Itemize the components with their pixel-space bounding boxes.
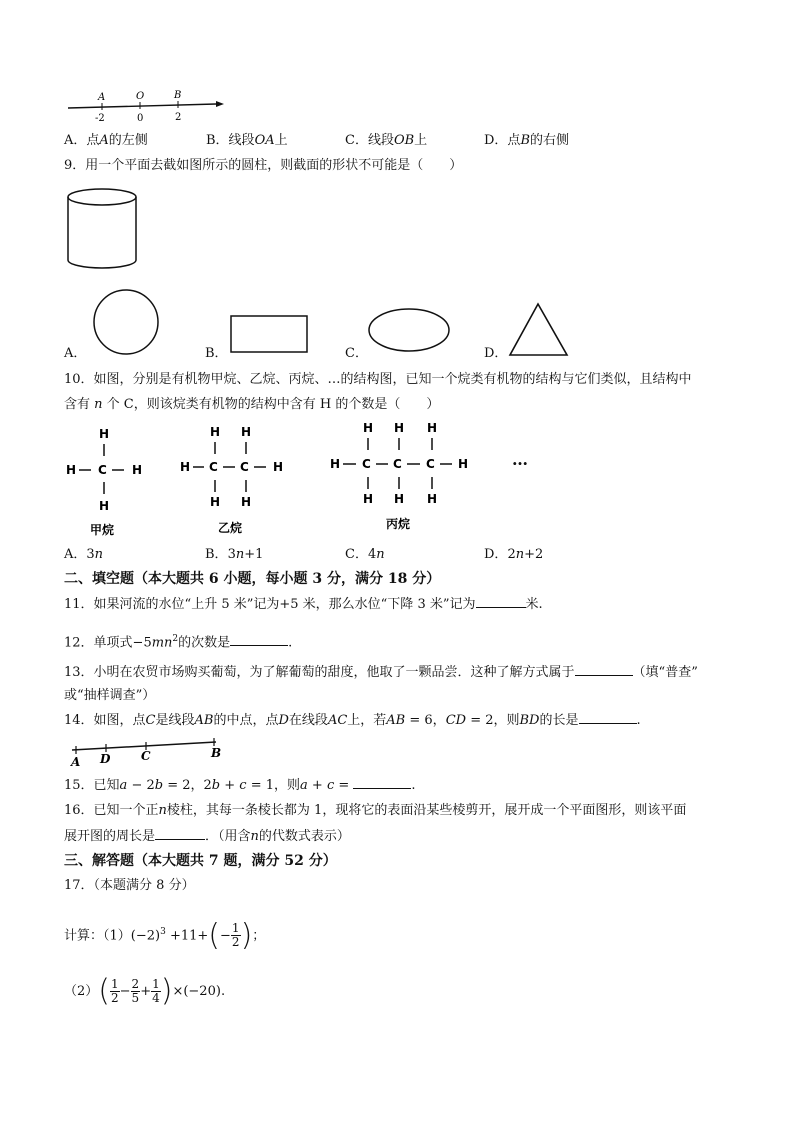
q10-option-b: B．3n+1 [205,547,264,562]
svg-text:H: H [394,492,405,506]
answer-blank[interactable] [230,633,288,646]
q8-option-c: C．线段OB上 [345,133,428,148]
q9-text: 9．用一个平面去截如图所示的圆柱，则截面的形状不可能是（ ） [64,158,463,173]
svg-text:H: H [99,427,110,441]
ethane-name: 乙烷 [218,521,243,535]
svg-text:C: C [98,463,107,477]
q10-option-d: D．2n+2 [484,547,544,562]
svg-text:H: H [99,499,110,513]
q16-text-line2: 展开图的周长是 ．（用含n的代数式表示） [64,829,350,844]
q17-title: 17．（本题满分 8 分） [64,878,195,893]
tick-label: -2 [95,113,105,124]
svg-text:H: H [458,457,469,471]
tick-label: 0 [137,113,144,124]
ethane-structure [176,420,296,540]
q10-text-line1: 10．如图，分别是有机物甲烷、乙烷、丙烷、…的结构图，已知一个烷类有机物的结构与它们类似，且结构中 [64,372,692,387]
q11-text: 11．如果河流的水位“上升 5 米”记为+5 米，那么水位“下降 3 米”记为 米. [64,597,543,612]
q14-text: 14．如图，点C是线段AB的中点，点D在线段AC上，若AB = 6，CD = 2，则BD的长是 . [64,713,641,728]
svg-text:B: B [211,746,222,760]
q9-option-b-label: B． [205,346,228,361]
svg-text:C: C [362,457,371,471]
svg-text:C: C [240,460,249,474]
q9-option-d-label: D． [484,346,508,361]
q13-text-line2: 或“抽样调查”） [64,688,156,703]
svg-text:C: C [426,457,435,471]
triangle-shape-icon [505,300,571,358]
section-2-title: 二、填空题（本大题共 6 小题，每小题 3 分，满分 18 分） [64,571,441,587]
svg-text:H: H [132,463,143,477]
ellipsis: … [512,450,528,469]
svg-text:C: C [209,460,218,474]
q10-option-c: C．4n [345,547,385,562]
q8-option-b: B．线段OA上 [206,133,288,148]
svg-text:H: H [427,421,438,435]
number-line-figure [60,88,230,124]
svg-text:H: H [210,495,221,509]
propane-structure [326,416,482,536]
svg-text:H: H [330,457,341,471]
q10-option-a: A．3n [64,547,104,562]
svg-text:H: H [394,421,405,435]
svg-text:A: A [71,755,81,768]
answer-blank[interactable] [155,827,205,840]
answer-blank[interactable] [476,595,526,608]
q8-option-d: D．点B的右侧 [484,133,570,148]
svg-text:H: H [273,460,284,474]
segment-figure [66,736,232,768]
svg-text:H: H [363,492,374,506]
point-o-label: O [136,91,145,102]
svg-text:H: H [66,463,77,477]
rectangle-shape-icon [228,313,310,355]
q12-text: 12．单项式$-5mn^2$的次数是 . [64,634,293,651]
circle-shape-icon [90,288,162,358]
answer-blank[interactable] [353,776,411,789]
methane-name: 甲烷 [90,523,115,537]
answer-blank[interactable] [575,663,633,676]
svg-text:D: D [100,752,111,766]
q17-part2: （2）( $\frac{1}{2}$ − $\frac{2}{5}$ + $\frac{1}{4}$ )×(−20). [64,973,226,1009]
svg-text:H: H [427,492,438,506]
q8-option-a: A．点A的左侧 [64,133,148,148]
q15-text: 15．已知a − 2b = 2，2b + c = 1，则a + c = . [64,778,416,793]
point-a-label: A [98,92,106,103]
svg-text:C: C [141,749,151,763]
ellipse-shape-icon [366,306,452,354]
q9-option-c-label: C． [345,346,368,361]
q16-text: 16．已知一个正n棱柱，其每一条棱长都为 1，现将它的表面沿某些棱剪开，展开成一个平面图形，则该平面 [64,803,687,818]
svg-text:C: C [393,457,402,471]
svg-text:H: H [210,425,221,439]
cylinder-figure [62,186,144,276]
svg-text:H: H [241,495,252,509]
svg-text:H: H [241,425,252,439]
tick-label: 2 [175,112,182,123]
methane-structure [62,424,152,540]
propane-name: 丙烷 [386,517,411,531]
q10-text-line2: 含有 n 个 C，则该烷类有机物的结构中含有 H 的个数是（ ） [64,397,440,412]
section-3-title: 三、解答题（本大题共 7 题，满分 52 分） [64,853,337,869]
svg-text:H: H [363,421,374,435]
q17-part1: 计算：$(1)(-2)^3 +11+(-$ $\frac{1}{2}$ )； [64,917,266,953]
q13-text: 13．小明在农贸市场购买葡萄，为了解葡萄的甜度，他取了一颗品尝．这种了解方式属于 （填“普查” [64,665,698,680]
svg-text:H: H [180,460,191,474]
q9-option-a-label: A． [64,346,87,361]
answer-blank[interactable] [579,711,637,724]
point-b-label: B [174,90,182,101]
